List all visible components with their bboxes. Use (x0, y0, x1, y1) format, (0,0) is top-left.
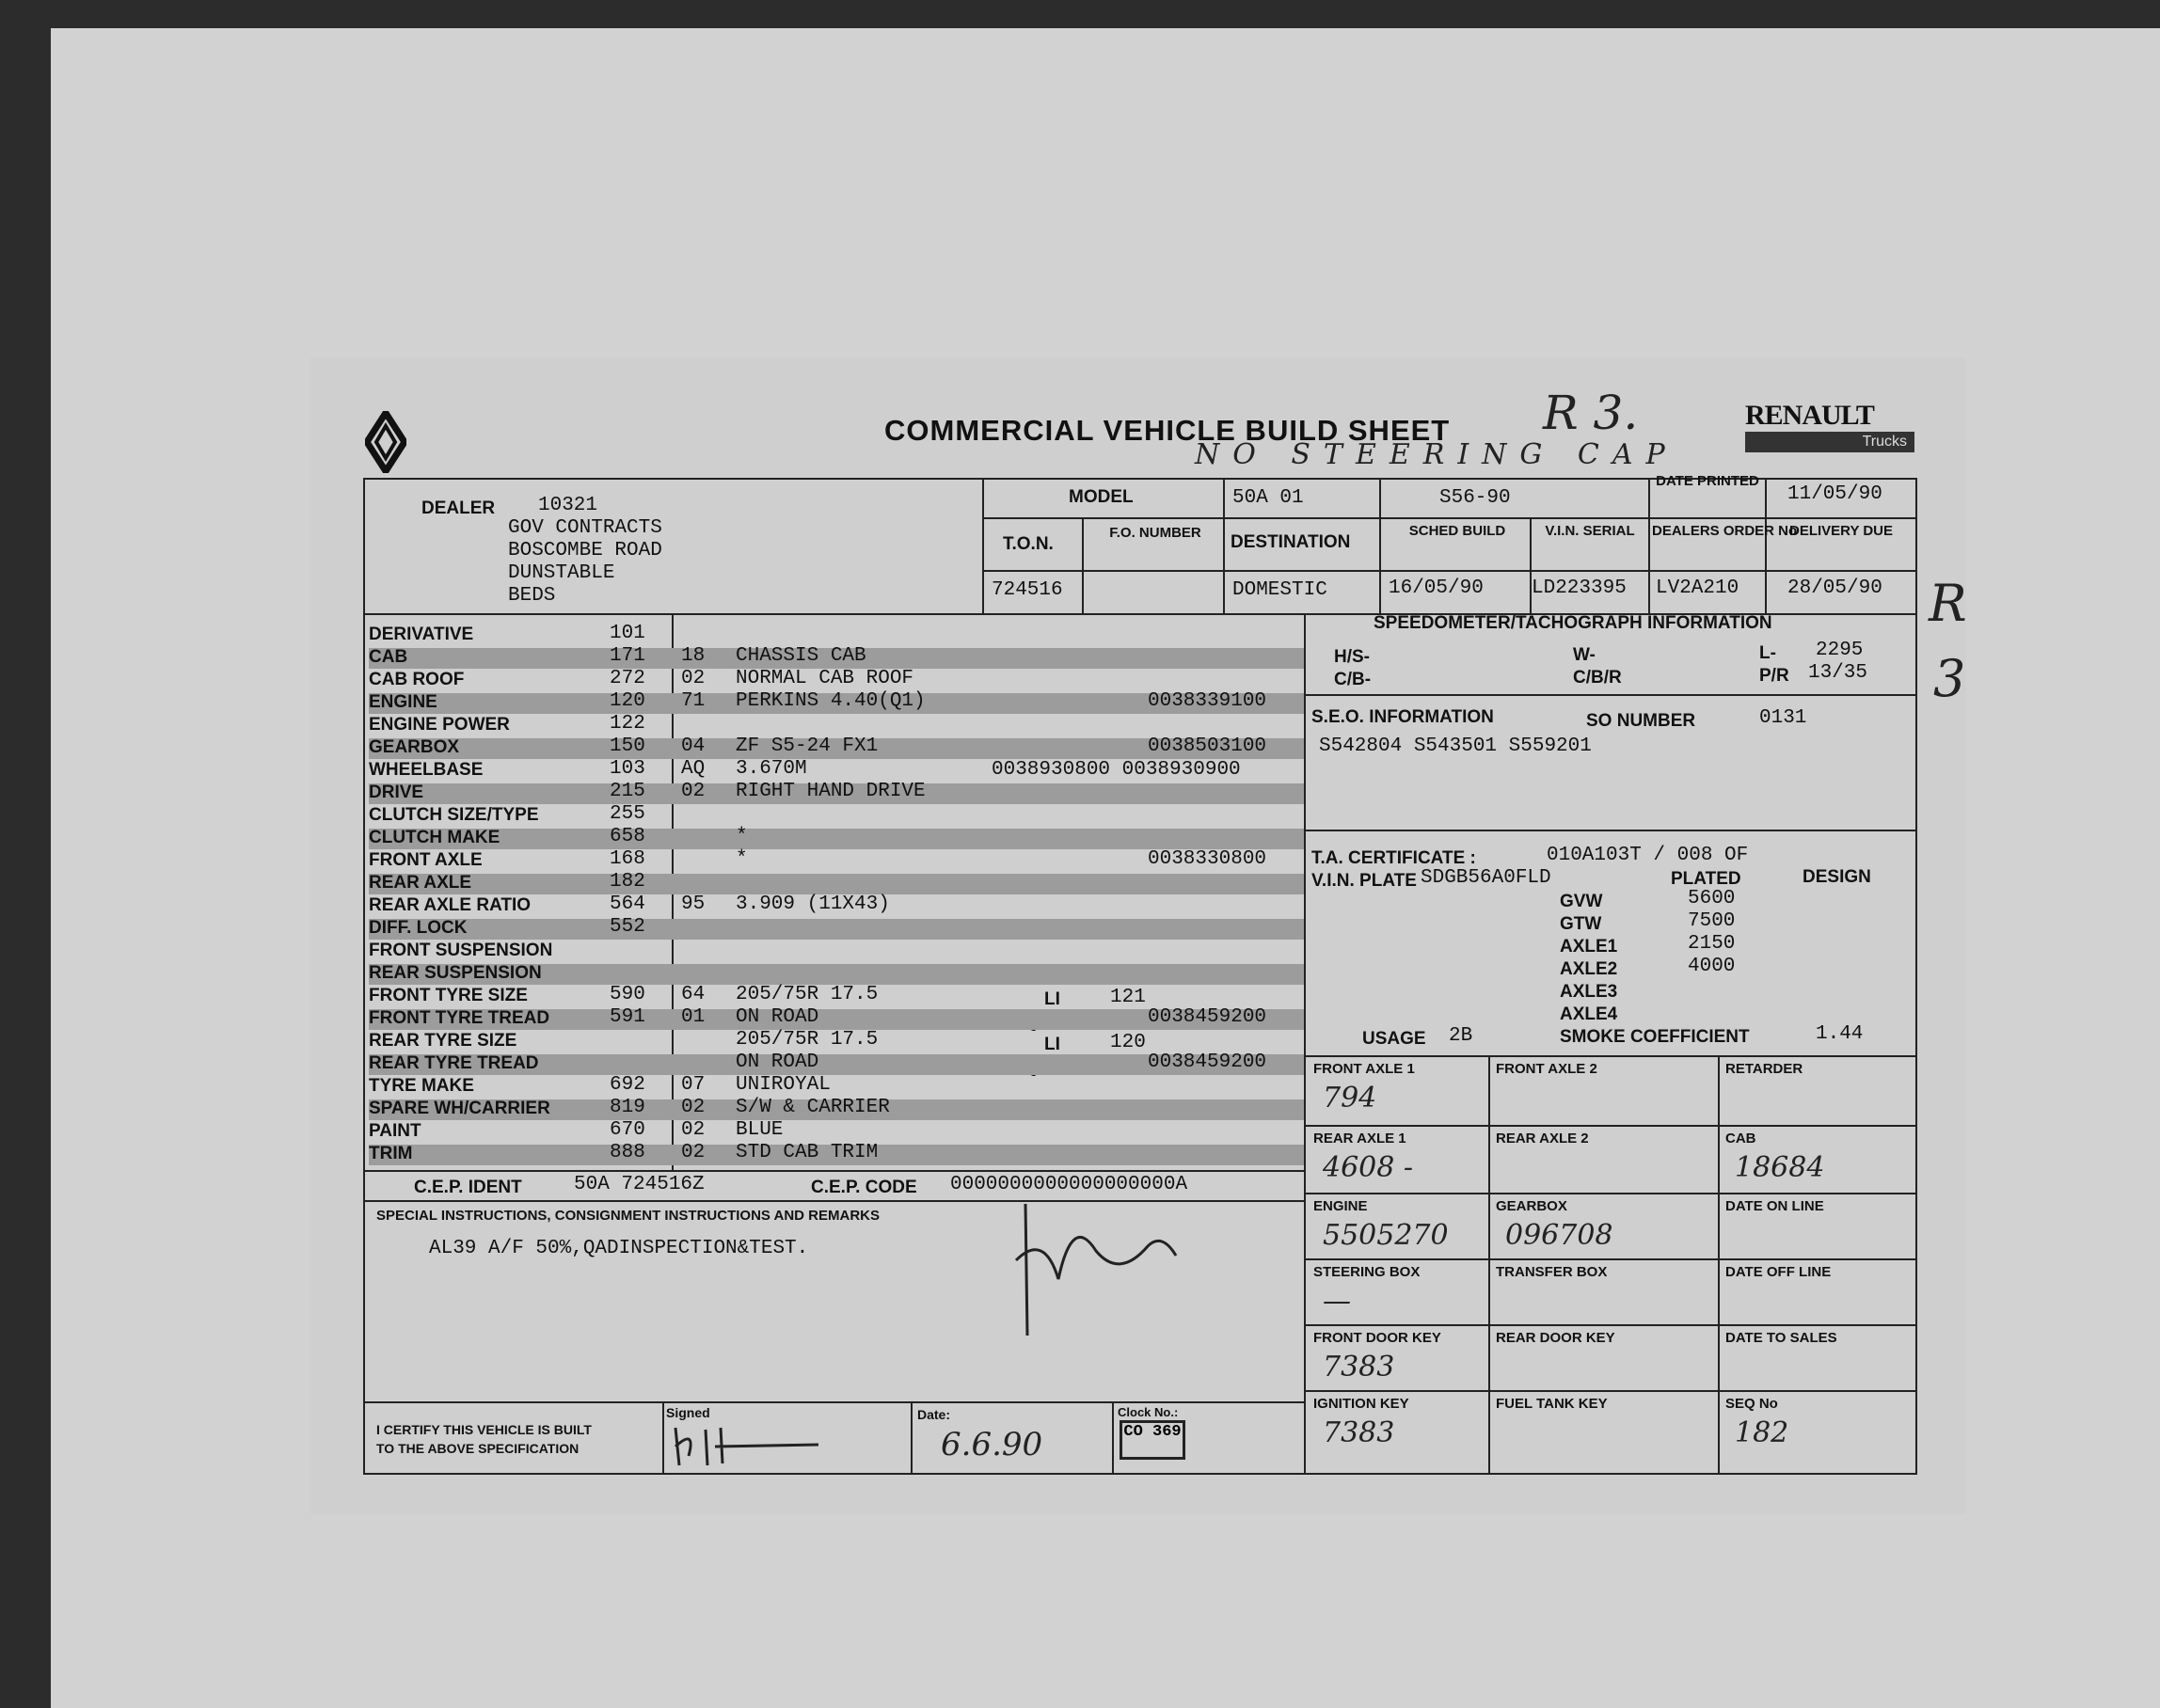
wheelbase-codes: 0038930800 0038930900 (992, 759, 1241, 781)
spec-row-option: 02 (681, 1142, 706, 1163)
rule (1304, 1390, 1917, 1392)
serial-cell-label: GEARBOX (1496, 1198, 1567, 1214)
spec-row-description: * (736, 848, 748, 870)
ta-cert-value: 010A103T / 008 OF (1547, 845, 1749, 866)
rule (662, 1401, 664, 1475)
serial-cell-label: REAR AXLE 2 (1496, 1131, 1589, 1147)
spec-row-code: 120 (610, 690, 645, 712)
spec-row-description: ON ROAD (736, 1006, 819, 1028)
row-shade (369, 829, 1304, 849)
serial-cell-value: 5505270 (1323, 1219, 1449, 1252)
clock-stamp: CO 369 (1120, 1420, 1185, 1460)
spec-row-part-number: 0038339100 (1148, 690, 1267, 712)
ta-cert-label: T.A. CERTIFICATE : (1311, 848, 1476, 868)
dealer-line-3: DUNSTABLE (508, 562, 615, 584)
sched-build-label: SCHED BUILD (1408, 523, 1506, 539)
rule (363, 1170, 1304, 1172)
rule (1112, 1401, 1114, 1475)
spec-row-description: 3.909 (11X43) (736, 894, 890, 915)
rule (1304, 1324, 1917, 1326)
seo-values: S542804 S543501 S559201 (1319, 735, 1592, 757)
spec-row-code: 819 (610, 1097, 645, 1118)
special-instructions-label: SPECIAL INSTRUCTIONS, CONSIGNMENT INSTRUCTIONS AND REMARKS (376, 1208, 881, 1224)
spec-row-option: 07 (681, 1074, 706, 1096)
ta-weight-label: AXLE4 (1560, 1004, 1618, 1024)
rule (982, 478, 984, 613)
spec-row-code: 255 (610, 803, 645, 825)
rule (1304, 1193, 1917, 1194)
handwritten-3-side: 3 (1933, 649, 1966, 708)
spec-row-description: ON ROAD (736, 1052, 819, 1073)
signed-label: Signed (666, 1405, 710, 1420)
serial-cell-value: — (1323, 1285, 1351, 1318)
date-label: Date: (917, 1407, 951, 1422)
serial-cell-label: FRONT DOOR KEY (1313, 1330, 1441, 1346)
ta-weight-label: GTW (1560, 914, 1602, 934)
spec-row-description: PERKINS 4.40(Q1) (736, 690, 926, 712)
rule (1304, 1258, 1917, 1260)
spec-row-code: 591 (610, 1006, 645, 1028)
cep-code-value: 0000000000000000000A (950, 1174, 1188, 1195)
spec-row-description: * (736, 826, 748, 847)
serial-cell-value: 182 (1735, 1416, 1789, 1449)
ta-weight-label: AXLE1 (1560, 937, 1618, 957)
spec-row-description: UNIROYAL (736, 1074, 831, 1096)
model-label: MODEL (1069, 487, 1134, 507)
spec-row-description: 205/75R 17.5 (736, 1029, 879, 1051)
dealer-line-1: GOV CONTRACTS (508, 517, 662, 539)
front-li-label: LI (1044, 989, 1060, 1009)
row-shade (369, 874, 1304, 894)
spec-row-code: 122 (610, 713, 645, 735)
serial-cell-value: 096708 (1505, 1219, 1613, 1252)
rule (1304, 613, 1306, 1475)
serial-cell-label: FUEL TANK KEY (1496, 1396, 1608, 1412)
vin-serial-label: V.I.N. SERIAL (1545, 523, 1635, 539)
delivery-due-value: 28/05/90 (1787, 577, 1882, 599)
dealer-label: DEALER (421, 498, 496, 518)
date-printed-value: 11/05/90 (1787, 483, 1882, 505)
spec-row-label: CAB (369, 647, 408, 667)
spec-row-option: 01 (681, 1006, 706, 1028)
spec-row-label: REAR SUSPENSION (369, 963, 542, 983)
spec-row-label: FRONT AXLE (369, 850, 483, 870)
handwritten-no-steering-cap: NO STEERING CAP (1195, 438, 1678, 471)
spec-row-description: RIGHT HAND DRIVE (736, 781, 926, 802)
spec-row-code: 888 (610, 1142, 645, 1163)
rule (982, 570, 1917, 572)
spec-row-label: DRIVE (369, 783, 424, 802)
spec-row-code: 215 (610, 781, 645, 802)
clock-label: Clock No.: (1118, 1405, 1179, 1419)
spec-row-option: 02 (681, 1119, 706, 1141)
handwritten-signature-2 (668, 1418, 828, 1471)
ta-weight-value: 7500 (1688, 910, 1736, 932)
rule (1718, 1055, 1720, 1475)
dealer-number: 10321 (538, 495, 598, 516)
ta-weight-label: AXLE3 (1560, 982, 1618, 1002)
spec-row-option: AQ (681, 758, 706, 780)
cbr-label: C/B/R (1573, 668, 1622, 688)
serial-cell-label: STEERING BOX (1313, 1264, 1421, 1280)
handwritten-r3: R 3. (1543, 386, 1639, 440)
rule (1304, 1125, 1917, 1127)
sched-build-value: 16/05/90 (1389, 577, 1484, 599)
rule (1379, 478, 1381, 613)
spec-row-description: NORMAL CAB ROOF (736, 668, 914, 689)
spec-row-label: DERIVATIVE (369, 625, 474, 644)
vin-plate-value: SDGB56A0FLD (1421, 867, 1551, 889)
spec-row-code: 658 (610, 826, 645, 847)
spec-row-option: 02 (681, 781, 706, 802)
ta-weight-label: AXLE2 (1560, 959, 1618, 979)
serial-cell-label: FRONT AXLE 2 (1496, 1061, 1597, 1077)
spec-row-code: 171 (610, 645, 645, 667)
handwritten-signature-1 (1007, 1194, 1185, 1345)
spec-row-code: 552 (610, 916, 645, 938)
serial-cell-label: IGNITION KEY (1313, 1396, 1409, 1412)
rear-li-label: LI (1044, 1035, 1060, 1054)
rule (982, 517, 1917, 519)
speedo-title: SPEEDOMETER/TACHOGRAPH INFORMATION (1374, 613, 1772, 633)
spec-row-description: ZF S5-24 FX1 (736, 735, 879, 757)
serial-cell-value: 4608 - (1323, 1151, 1414, 1184)
spec-row-part-number: 0038503100 (1148, 735, 1267, 757)
so-number-value: 0131 (1759, 707, 1807, 729)
renault-trucks-logo (1745, 400, 1914, 454)
l-value: 2295 (1816, 640, 1864, 661)
pr-label: P/R (1759, 666, 1789, 686)
dealers-order-label: DEALERS ORDER No (1652, 523, 1798, 539)
spec-row-description: 3.670M (736, 758, 807, 780)
rule (363, 1401, 1304, 1403)
spec-row-code: 564 (610, 894, 645, 915)
rule (1304, 694, 1917, 696)
serial-cell-label: TRANSFER BOX (1496, 1264, 1608, 1280)
spec-row-description: BLUE (736, 1119, 784, 1141)
rule (1304, 1055, 1917, 1057)
rule (1648, 478, 1650, 613)
spec-row-option: 71 (681, 690, 706, 712)
spec-row-label: FRONT TYRE TREAD (369, 1008, 550, 1028)
destination-value: DOMESTIC (1232, 579, 1327, 601)
model-value: 50A 01 (1232, 487, 1304, 509)
serial-cell-value: 7383 (1323, 1416, 1395, 1449)
model-code: S56-90 (1439, 487, 1511, 509)
certify-text-1: I CERTIFY THIS VEHICLE IS BUILT (376, 1422, 592, 1437)
spec-row-label: TRIM (369, 1144, 413, 1163)
dealer-line-2: BOSCOMBE ROAD (508, 540, 662, 561)
ta-weight-label: GVW (1560, 892, 1603, 911)
spec-row-label: FRONT TYRE SIZE (369, 986, 528, 1005)
spec-row-option: 02 (681, 1097, 706, 1118)
sheet-title: COMMERCIAL VEHICLE BUILD SHEET (884, 414, 1451, 447)
serial-cell-label: FRONT AXLE 1 (1313, 1061, 1415, 1077)
spec-row-option: 64 (681, 984, 706, 1005)
spec-row-label: CLUTCH MAKE (369, 828, 500, 847)
spec-row-code: 670 (610, 1119, 645, 1141)
spec-row-label: CLUTCH SIZE/TYPE (369, 805, 539, 825)
spec-row-label: DIFF. LOCK (369, 918, 468, 938)
date-printed-label: DATE PRINTED (1656, 473, 1759, 489)
plated-label: PLATED (1671, 869, 1741, 889)
serial-cell-label: DATE OFF LINE (1725, 1264, 1832, 1280)
ta-weight-value: 5600 (1688, 888, 1736, 909)
rule (911, 1401, 913, 1475)
spec-row-description: S/W & CARRIER (736, 1097, 890, 1118)
vin-serial-value: LD223395 (1532, 577, 1627, 599)
spec-row-code: 272 (610, 668, 645, 689)
dealer-line-4: BEDS (508, 585, 556, 607)
ta-weight-value: 4000 (1688, 956, 1736, 977)
spec-row-option: 18 (681, 645, 706, 667)
usage-label: USAGE (1362, 1029, 1426, 1049)
cb-label: C/B- (1334, 670, 1372, 689)
rule (1488, 1055, 1490, 1475)
handwritten-r-side: R (1929, 574, 1967, 633)
renault-diamond-logo (365, 411, 406, 473)
smoke-value: 1.44 (1816, 1023, 1864, 1045)
spec-row-code: 101 (610, 623, 645, 644)
delivery-due-label: DELIVERY DUE (1788, 523, 1894, 539)
w-label: W- (1573, 645, 1596, 665)
spec-row-description: 205/75R 17.5 (736, 984, 879, 1005)
rule (1304, 830, 1917, 831)
so-number-label: SO NUMBER (1586, 711, 1696, 731)
hs-label: H/S- (1334, 647, 1370, 667)
rule (1223, 478, 1225, 613)
spec-row-code: 590 (610, 984, 645, 1005)
ton-label: T.O.N. (1003, 534, 1054, 554)
spec-row-label: REAR TYRE TREAD (369, 1053, 539, 1073)
spec-row-code: 182 (610, 871, 645, 893)
spec-row-option: 95 (681, 894, 706, 915)
spec-row-code: 692 (610, 1074, 645, 1096)
rule (1082, 517, 1084, 613)
ta-weight-value: 2150 (1688, 933, 1736, 955)
spec-row-label: GEARBOX (369, 737, 460, 757)
serial-cell-label: RETARDER (1725, 1061, 1803, 1077)
spec-row-label: REAR AXLE (369, 873, 472, 893)
vin-plate-label: V.I.N. PLATE (1311, 871, 1417, 891)
spec-row-part-number: 0038459200 (1148, 1006, 1267, 1028)
rule (1765, 478, 1767, 613)
fo-label: F.O. NUMBER (1109, 525, 1201, 541)
serial-cell-value: 7383 (1323, 1351, 1395, 1384)
serial-cell-label: REAR DOOR KEY (1496, 1330, 1615, 1346)
serial-cell-label: DATE TO SALES (1725, 1330, 1837, 1346)
brand-name: RENAULT (1745, 400, 1874, 431)
serial-cell-label: CAB (1725, 1131, 1756, 1147)
spec-row-label: TYRE MAKE (369, 1076, 474, 1096)
spec-row-label: PAINT (369, 1121, 421, 1141)
seo-label: S.E.O. INFORMATION (1311, 707, 1494, 727)
design-label: DESIGN (1803, 867, 1871, 887)
smoke-label: SMOKE COEFFICIENT (1560, 1027, 1750, 1047)
spec-row-option: 04 (681, 735, 706, 757)
row-shade (369, 919, 1304, 940)
destination-label: DESTINATION (1231, 532, 1351, 552)
spec-row-label: CAB ROOF (369, 670, 465, 689)
spec-row-part-number: 0038330800 (1148, 848, 1267, 870)
special-instructions-text: AL39 A/F 50%,QADINSPECTION&TEST. (429, 1238, 809, 1259)
serial-cell-value: 794 (1323, 1082, 1377, 1115)
serial-cell-label: DATE ON LINE (1725, 1198, 1824, 1214)
cep-ident-value: 50A 724516Z (574, 1174, 705, 1195)
spec-row-label: FRONT SUSPENSION (369, 941, 553, 960)
serial-cell-label: SEQ No (1725, 1396, 1778, 1412)
date-value: 6.6.90 (941, 1426, 1043, 1463)
dealers-order-value: LV2A210 (1656, 577, 1739, 599)
spec-row-code: 103 (610, 758, 645, 780)
spec-row-code: 150 (610, 735, 645, 757)
serial-cell-label: REAR AXLE 1 (1313, 1131, 1406, 1147)
pr-value: 13/35 (1808, 662, 1868, 684)
spec-row-label: WHEELBASE (369, 760, 484, 780)
spec-row-label: REAR AXLE RATIO (369, 895, 532, 915)
l-label: L- (1759, 643, 1776, 663)
spec-row-description: STD CAB TRIM (736, 1142, 879, 1163)
serial-cell-label: ENGINE (1313, 1198, 1368, 1214)
cep-ident-label: C.E.P. IDENT (414, 1178, 522, 1197)
spec-row-label: ENGINE POWER (369, 715, 510, 735)
serial-cell-value: 18684 (1735, 1151, 1825, 1184)
brand-sub: Trucks (1745, 432, 1914, 452)
front-li-value: 121 (1110, 987, 1146, 1008)
rear-li-value: 120 (1110, 1032, 1146, 1053)
spec-row-label: ENGINE (369, 692, 437, 712)
cep-code-label: C.E.P. CODE (811, 1178, 917, 1197)
spec-row-label: REAR TYRE SIZE (369, 1031, 517, 1051)
spec-row-option: 02 (681, 668, 706, 689)
spec-row-description: CHASSIS CAB (736, 645, 866, 667)
spec-row-code: 168 (610, 848, 645, 870)
spec-row-label: SPARE WH/CARRIER (369, 1099, 550, 1118)
usage-value: 2B (1449, 1025, 1473, 1047)
ton-value: 724516 (992, 579, 1063, 601)
certify-text-2: TO THE ABOVE SPECIFICATION (376, 1441, 580, 1456)
spec-row-part-number: 0038459200 (1148, 1052, 1267, 1073)
